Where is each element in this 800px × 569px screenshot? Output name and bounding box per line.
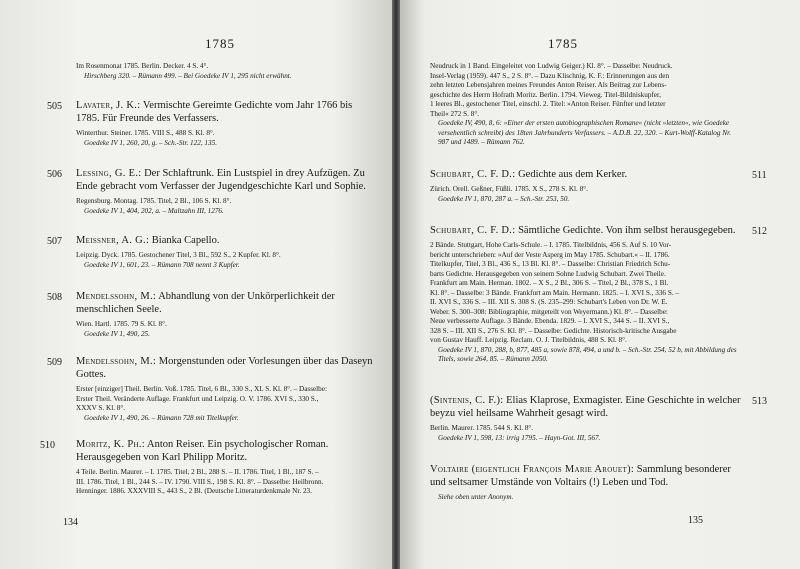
right-page [400, 0, 800, 569]
entry-author: Meissner, A. G.: [76, 235, 150, 246]
entry-detail-line: Insel-Verlag (1959). 447 S., 2 S. 8°. – Dazu Klischnig, K. F.: Erinnerungen aus den [430, 71, 670, 80]
entry-title: Anton Reiser. Ein psychologischer Roman. Herausgegeben von Karl Philipp Moritz. [76, 439, 329, 463]
entry-505 [76, 99, 376, 148]
entry-detail-line: Zürich. Orell. Geßner, Füßli. 1785. X S., 278 S. Kl. 8°. [430, 185, 588, 193]
entry-detail-line: Weber. S. 300–308: Bibliographie, mitgeteilt von Weyermann.) Kl. 8°. – Dasselbe: [430, 307, 668, 316]
entry-detail-line: III. 1786. Titel, 1 Bl., 244 S. – IV. 1790. VIII S., 198 S. Kl. 8°. – Dasselbe: Heilbronn. [76, 477, 324, 486]
entry-detail-line: 1 leeres Bl., gestochener Titel, einschl. 2. Titel: »Anton Reiser. Fünfter und letzter [430, 100, 666, 108]
entry-detail-line: Regensburg. Montag. 1785. Titel, 2 Bl., 106 S. Kl. 8°. [76, 197, 232, 205]
entry-note: Goedeke IV 1, 598, 13: irrig 1795. – Hayn-Got. III, 567. [438, 433, 601, 442]
entry-number: 507 [47, 236, 62, 247]
entry-detail-line: Wien. Hartl. 1785. 79 S. Kl. 8°. [76, 320, 167, 328]
entry-title: Vermischte Gereimte Gedichte vom Jahr 1766 bis 1785. Für Freunde des Verfassers. [76, 100, 353, 124]
entry-title: Bianka Capello. [151, 235, 220, 246]
page-number: 134 [63, 517, 78, 528]
entry-detail-line: Kl. 8°. – Dasselbe: 3 Bände. Frankfurt am Main. Hermann. 1825. – I. XVI S., 336 S. – [430, 288, 680, 297]
entry-detail-line: 2 Bände. Stuttgart, Hohe Carls-Schule. – I. 1785. Titelbildnis, 456 S. Auf S. 10 Vor- [430, 241, 672, 249]
entry-number: 512 [752, 226, 767, 237]
entry-author: Moritz, K. Ph.: [76, 439, 145, 450]
running-head-year: 1785 [205, 36, 235, 51]
entry-detail-line: 4 Teile. Berlin. Maurer. – I. 1785. Titel, 2 Bl., 288 S. – II. 1786. Titel, 1 Bl., 187 S. – [76, 468, 319, 476]
entry-title: Der Schlaftrunk. Ein Lustspiel in drey Aufzügen. Zu Ende gebracht vom Verfasser der Jugendgeschichte Karl und Sophie. [76, 168, 366, 192]
entry-author: Lavater, J. K.: [76, 100, 141, 111]
page-number: 135 [688, 515, 703, 526]
entry-note: Goedeke IV 1, 601, 23. – Rümann 708 nennt 3 Kupfer. [84, 260, 240, 269]
entry-detail-line: 328 S. – III. XII S., 276 S. Kl. 8°. – Dasselbe: Gedichte. Historisch-kritische Ausgabe [430, 326, 677, 335]
book-gutter [392, 0, 400, 569]
entry-author: Schubart, C. F. D.: [430, 169, 516, 180]
entry-513 [430, 394, 742, 443]
entry-title: Abhandlung von der Unkörperlichkeit der menschlichen Seele. [76, 291, 335, 315]
entry-note: Goedeke IV 1, 870, 287 a. – Sch.-Str. 253, 50. [438, 194, 570, 203]
entry-detail-line: Berlin. Maurer. 1785. 544 S. Kl. 8°. [430, 424, 534, 432]
entry-509 [76, 355, 376, 423]
entry-author: (Sintenis, C. F.): [430, 395, 504, 406]
entry-note: Goedeke IV 1, 260, 20, g. – Sch.-Str. 122, 135. [84, 138, 218, 147]
entry-number: 508 [47, 292, 62, 303]
entry-number: 509 [47, 357, 62, 368]
entry-author: Schubart, C. F. D.: [430, 225, 516, 236]
entry-detail-line: Theil« 272 S. 8°. [430, 109, 479, 118]
entry-detail-line: Im Rosenmonat 1785. Berlin. Decker. 4 S. 4°. [76, 62, 209, 70]
entry-author: Mendelssohn, M.: [76, 291, 157, 302]
entry-detail-line: Henninger. 1886. XXXVIII S., 443 S., 2 Bl. (Deutsche Litteraturdenkmale Nr. 23. [76, 487, 312, 495]
left-page [0, 0, 392, 569]
entry-number: 510 [40, 440, 55, 451]
entry-detail-line: von Gustav Hauff. Leipzig. Reclam. O. J. Titelbildnis, 488 S. Kl. 8°. [430, 336, 627, 344]
entry-note: Siehe oben unter Anonym. [438, 493, 514, 501]
entry-510 [76, 438, 376, 497]
entry-title: Gedichte aus dem Kerker. [518, 169, 628, 180]
entry-title: Sämtliche Gedichte. Von ihm selbst herausgegeben. [518, 225, 736, 236]
entry-detail-line: Winterthur. Steiner. 1785. VIII S., 488 S. Kl. 8°. [76, 129, 215, 137]
entry-detail-line: Leipzig. Dyck. 1785. Gestochener Titel, 3 Bl., 592 S., 2 Kupfer. Kl. 8°. [76, 251, 281, 259]
entry-note: Goedeke IV 1, 490, 25. [84, 329, 150, 338]
entry-detail-line: Frankfurt am Main. Herman. 1802. – X S., 2 Bl., 306 S. – Titel, 2 Bl., 378 S., 1 Bl. [430, 279, 669, 287]
entry-detail-line: Titelkupfer, Titel, 3 Bl., 436 S., 13 Bl. Kl. 8°. – Dasselbe: Christian Friedrich Schu- [430, 260, 671, 268]
entry-detail-line: zehn letzten Lebensjahren meines Freundes Anton Reiser. Als Beitrag zur Lebens- [430, 81, 667, 89]
entry-continuation [76, 62, 376, 81]
entry-detail-line: Neue verbesserte Auflage. 3 Bände. Ebenda. 1829. – I. XVI S., 344 S. – II. XVI S., [430, 317, 670, 325]
entry-note: Hirschberg 320. – Rümann 499. – Bei Goedeke IV 1, 295 nicht erwähnt. [84, 71, 292, 80]
entry-detail-line: II. XVI S., 336 S. – III. XII S. 308 S. (S. 235–299: Schubart's Leben von Dr. W. E. [430, 298, 668, 306]
entry-511 [430, 168, 742, 204]
entry-number: 511 [752, 170, 767, 181]
entry-note: Goedeke IV 1, 870, 288, b, 877, 485 a, sowie 878, 494, a und b. – Sch.-Str. 254, 52 b, mit Abbildung des Titels, sowie 264, 85. – Rümann 2050. [438, 345, 737, 363]
entry-detail-line: XXXV S. Kl. 8°. [76, 404, 126, 412]
entry-title: Sammlung besonderer und seltsamer Umstände von Voltairs (!) Leben und Tod. [430, 464, 731, 488]
entry-detail-line: Erster Theil. Veränderte Auflage. Frankfurt und Leipzig. O. V. 1786. XVI S., 330 S., [76, 394, 319, 403]
entry-note: Goedeke IV 1, 490, 26. – Rümann 728 mit Titelkupfer. [84, 413, 239, 422]
entry-title: Morgenstunden oder Vorlesungen über das Daseyn Gottes. [76, 356, 373, 380]
entry-506 [76, 167, 376, 216]
entry-author: Voltaire (eigentlich François Marie Arouet): [430, 464, 635, 475]
entry-detail-line: Erster [einziger] Theil. Berlin. Voß. 1785. Titel, 6 Bl., 330 S., XL S. Kl. 8°. – Dasselbe: [76, 385, 327, 393]
entry-number: 513 [752, 396, 767, 407]
entry-detail-line: bericht unterschrieben: »Auf der Veste Asperg im May 1785. Schubart.« – II. 1786. [430, 250, 670, 259]
entry-detail-line: Neudruck in 1 Band. Eingeleitet von Ludwig Geiger.) Kl. 8°. – Dasselbe: Neudruck. [430, 62, 673, 70]
entry-author: Mendelssohn, M.: [76, 356, 157, 367]
entry-detail-line: barts Gedichte. Herausgegeben von seinem Sohne Ludwig Schubart. Zwei Theile. [430, 269, 666, 278]
entry-author: Lessing, G. E.: [76, 168, 142, 179]
entry-note: Goedeke IV 1, 404, 202, a. – Maltzahn III, 1276. [84, 206, 224, 215]
entry-continuation [430, 62, 742, 148]
entry-507 [76, 234, 376, 270]
entry-number: 506 [47, 169, 62, 180]
entry-note: Goedeke IV, 490, 8, 6: »Einer der ersten autobiographischen Romane« (nicht »letzten«, wie Goedeke versehentlich schreibt) des 18ten Jahrhunderts Verfassers. – A.D.B. 22, 320. – Kurt-Wolff-Katalog Nr. 987 und 1489. – Rümann 762. [438, 119, 731, 146]
running-head-year: 1785 [548, 36, 578, 51]
entry-512 [430, 224, 742, 365]
entry-voltaire [430, 463, 742, 503]
entry-detail-line: geschichte des Herrn Hofrath Moritz. Berlin. 1794. Vieweg. Titel-Bildniskupfer, [430, 90, 661, 99]
entry-508 [76, 290, 376, 339]
entry-title: Elias Klaprose, Exmagister. Eine Geschichte in welcher beyzu viel heilsame Wahrheit gesagt wird. [430, 395, 741, 419]
entry-number: 505 [47, 101, 62, 112]
